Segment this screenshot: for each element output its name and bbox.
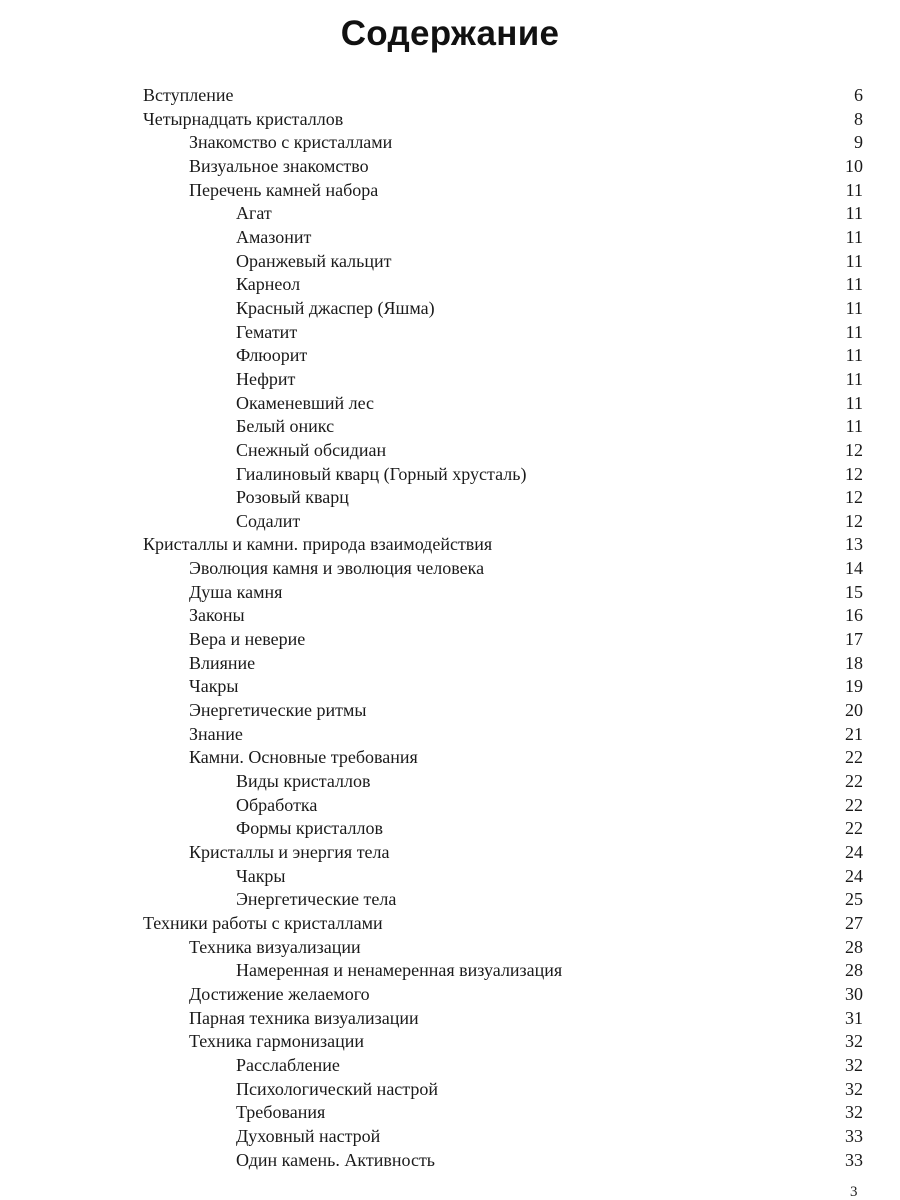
toc-entry-page: 9 — [854, 132, 863, 153]
toc-entry-label: Камни. Основные требования — [189, 747, 418, 768]
toc-entry-label: Знакомство с кристаллами — [189, 132, 393, 153]
toc-entry-page: 12 — [845, 487, 863, 508]
toc-entry — [143, 936, 863, 960]
toc-entry-label: Требования — [236, 1102, 326, 1123]
toc-entry-page: 30 — [845, 983, 863, 1004]
toc-entry-label: Психологический настрой — [236, 1078, 439, 1099]
toc-entry-page: 32 — [845, 1102, 863, 1123]
toc-entry-label: Агат — [236, 203, 272, 224]
toc-entry — [143, 888, 863, 912]
toc-entry — [143, 983, 863, 1007]
toc-entry-page: 28 — [845, 960, 863, 981]
toc-entry-label: Окаменевший лес — [236, 392, 374, 413]
toc-entry — [143, 1101, 863, 1125]
toc-entry — [143, 321, 863, 345]
toc-entry-page: 24 — [845, 865, 863, 886]
toc-entry-page: 11 — [845, 226, 863, 247]
toc-entry-page: 20 — [845, 700, 863, 721]
toc-entry-label: Достижение желаемого — [189, 983, 370, 1004]
toc-entry-label: Амазонит — [236, 226, 312, 247]
toc-entry-label: Расслабление — [236, 1054, 340, 1075]
toc-entry-label: Один камень. Активность — [236, 1149, 436, 1170]
toc-entry-label: Визуальное знакомство — [189, 155, 369, 176]
toc-entry-page: 22 — [845, 818, 863, 839]
page-title: Содержание — [340, 14, 560, 53]
toc-entry-label: Парная техника визуализации — [189, 1007, 419, 1028]
toc-entry-label: Флюорит — [236, 345, 308, 366]
toc-entry-page: 14 — [845, 558, 863, 579]
toc-entry — [143, 699, 863, 723]
toc-entry-label: Четырнадцать кристаллов — [143, 108, 344, 129]
toc-entry-label: Вступление — [143, 85, 234, 105]
toc-entry-label: Душа камня — [189, 581, 283, 602]
toc-entry-label: Энергетические ритмы — [189, 700, 367, 721]
toc-entry-label: Техника визуализации — [189, 936, 361, 957]
toc-entry-page: 8 — [854, 108, 863, 129]
toc-entry — [143, 297, 863, 321]
toc-entry — [143, 392, 863, 416]
toc-entry — [143, 273, 863, 297]
toc-entry-page: 11 — [845, 321, 863, 342]
toc-entry-page: 13 — [845, 534, 863, 555]
toc-entry-page: 33 — [845, 1125, 863, 1146]
toc-entry — [143, 604, 863, 628]
toc-entry-page: 22 — [845, 794, 863, 815]
toc-entry — [143, 1007, 863, 1031]
toc-entry-page: 11 — [845, 250, 863, 271]
toc-entry-page: 16 — [845, 605, 863, 626]
toc-entry-page: 11 — [845, 416, 863, 437]
toc-entry-label: Намеренная и ненамеренная визуализация — [236, 960, 563, 981]
toc-entry — [143, 155, 863, 179]
page-number: 3 — [850, 1184, 858, 1200]
toc-entry — [143, 841, 863, 865]
toc-entry-label: Влияние — [189, 652, 256, 673]
toc-entry — [143, 250, 863, 274]
toc-entry-label: Розовый кварц — [236, 487, 349, 508]
toc-entry — [143, 675, 863, 699]
toc-entry — [143, 179, 863, 203]
toc-entry-label: Законы — [189, 605, 245, 626]
toc-entry-page: 22 — [845, 771, 863, 792]
toc-entry-page: 11 — [845, 274, 863, 295]
toc-entry-page: 11 — [845, 297, 863, 318]
toc-entry-label: Кристаллы и камни. природа взаимодействия — [143, 534, 493, 555]
toc-entry-page: 11 — [845, 203, 863, 224]
toc-entry-page: 12 — [845, 439, 863, 460]
toc-entry-label: Виды кристаллов — [236, 771, 371, 792]
toc-entry-page: 6 — [854, 85, 863, 105]
toc-entry — [143, 770, 863, 794]
toc-entry-page: 11 — [845, 345, 863, 366]
toc-entry-page: 12 — [845, 510, 863, 531]
toc-entry-page: 19 — [845, 676, 863, 697]
toc-entry — [143, 108, 863, 132]
toc-entry — [143, 581, 863, 605]
toc-entry-page: 11 — [845, 368, 863, 389]
toc-entry — [143, 1125, 863, 1149]
toc-entry-page: 27 — [845, 912, 863, 933]
toc-entry-page: 25 — [845, 889, 863, 910]
toc-entry-page: 28 — [845, 936, 863, 957]
toc-entry-page: 21 — [845, 723, 863, 744]
toc-entry — [143, 368, 863, 392]
toc-entry-page: 10 — [845, 155, 863, 176]
toc-entry — [143, 1054, 863, 1078]
toc-entry — [143, 817, 863, 841]
toc-entry — [143, 746, 863, 770]
toc-entry-label: Техники работы с кристаллами — [143, 912, 383, 933]
toc-entry-label: Энергетические тела — [236, 889, 397, 910]
toc-entry — [143, 794, 863, 818]
toc-entry-label: Чакры — [189, 676, 239, 697]
toc-entry — [143, 628, 863, 652]
toc-entry-label: Вера и неверие — [189, 629, 306, 650]
toc-entry-page: 11 — [845, 179, 863, 200]
toc-entry — [143, 557, 863, 581]
toc-entry-page: 11 — [845, 392, 863, 413]
toc-entry-label: Формы кристаллов — [236, 818, 383, 839]
toc-entry — [143, 1149, 863, 1173]
toc-entry-page: 32 — [845, 1054, 863, 1075]
toc-entry — [143, 344, 863, 368]
toc-entry-page: 31 — [845, 1007, 863, 1028]
toc-entry-label: Красный джаспер (Яшма) — [236, 297, 435, 318]
toc-entry — [143, 652, 863, 676]
toc-entry — [143, 1030, 863, 1054]
toc-entry-page: 12 — [845, 463, 863, 484]
toc-entry-label: Снежный обсидиан — [236, 439, 387, 460]
toc-entry-label: Техника гармонизации — [189, 1031, 365, 1052]
toc-entry — [143, 723, 863, 747]
toc-entry — [143, 510, 863, 534]
toc-entry-label: Перечень камней набора — [189, 179, 379, 200]
toc-entry-page: 15 — [845, 581, 863, 602]
toc-entry-page: 22 — [845, 747, 863, 768]
toc-entry-page: 33 — [845, 1149, 863, 1170]
toc-entry-label: Эволюция камня и эволюция человека — [189, 558, 485, 579]
toc-entry — [143, 415, 863, 439]
table-of-contents — [143, 84, 863, 1172]
toc-entry-page: 32 — [845, 1031, 863, 1052]
toc-entry — [143, 486, 863, 510]
toc-entry — [143, 912, 863, 936]
toc-entry — [143, 463, 863, 487]
toc-entry-page: 32 — [845, 1078, 863, 1099]
toc-entry-label: Содалит — [236, 510, 301, 531]
toc-entry — [143, 533, 863, 557]
toc-entry-page: 24 — [845, 842, 863, 862]
toc-entry-label: Гематит — [236, 321, 298, 342]
toc-entry-label: Нефрит — [236, 368, 296, 389]
toc-entry — [143, 131, 863, 155]
toc-entry — [143, 84, 863, 108]
toc-entry — [143, 202, 863, 226]
toc-entry-label: Духовный настрой — [236, 1125, 381, 1146]
toc-entry-label: Оранжевый кальцит — [236, 250, 392, 271]
toc-entry-label: Знание — [189, 723, 243, 744]
toc-entry — [143, 226, 863, 250]
toc-entry-page: 18 — [845, 652, 863, 673]
toc-entry — [143, 1078, 863, 1102]
toc-entry — [143, 959, 863, 983]
toc-entry-label: Кристаллы и энергия тела — [189, 842, 390, 862]
toc-entry-label: Обработка — [236, 794, 318, 815]
toc-entry-label: Чакры — [236, 865, 286, 886]
toc-entry — [143, 439, 863, 463]
toc-entry-label: Карнеол — [236, 274, 301, 295]
toc-entry-page: 17 — [845, 629, 863, 650]
toc-entry-label: Гиалиновый кварц (Горный хрусталь) — [236, 463, 527, 484]
toc-entry-label: Белый оникс — [236, 416, 335, 437]
toc-entry — [143, 865, 863, 889]
